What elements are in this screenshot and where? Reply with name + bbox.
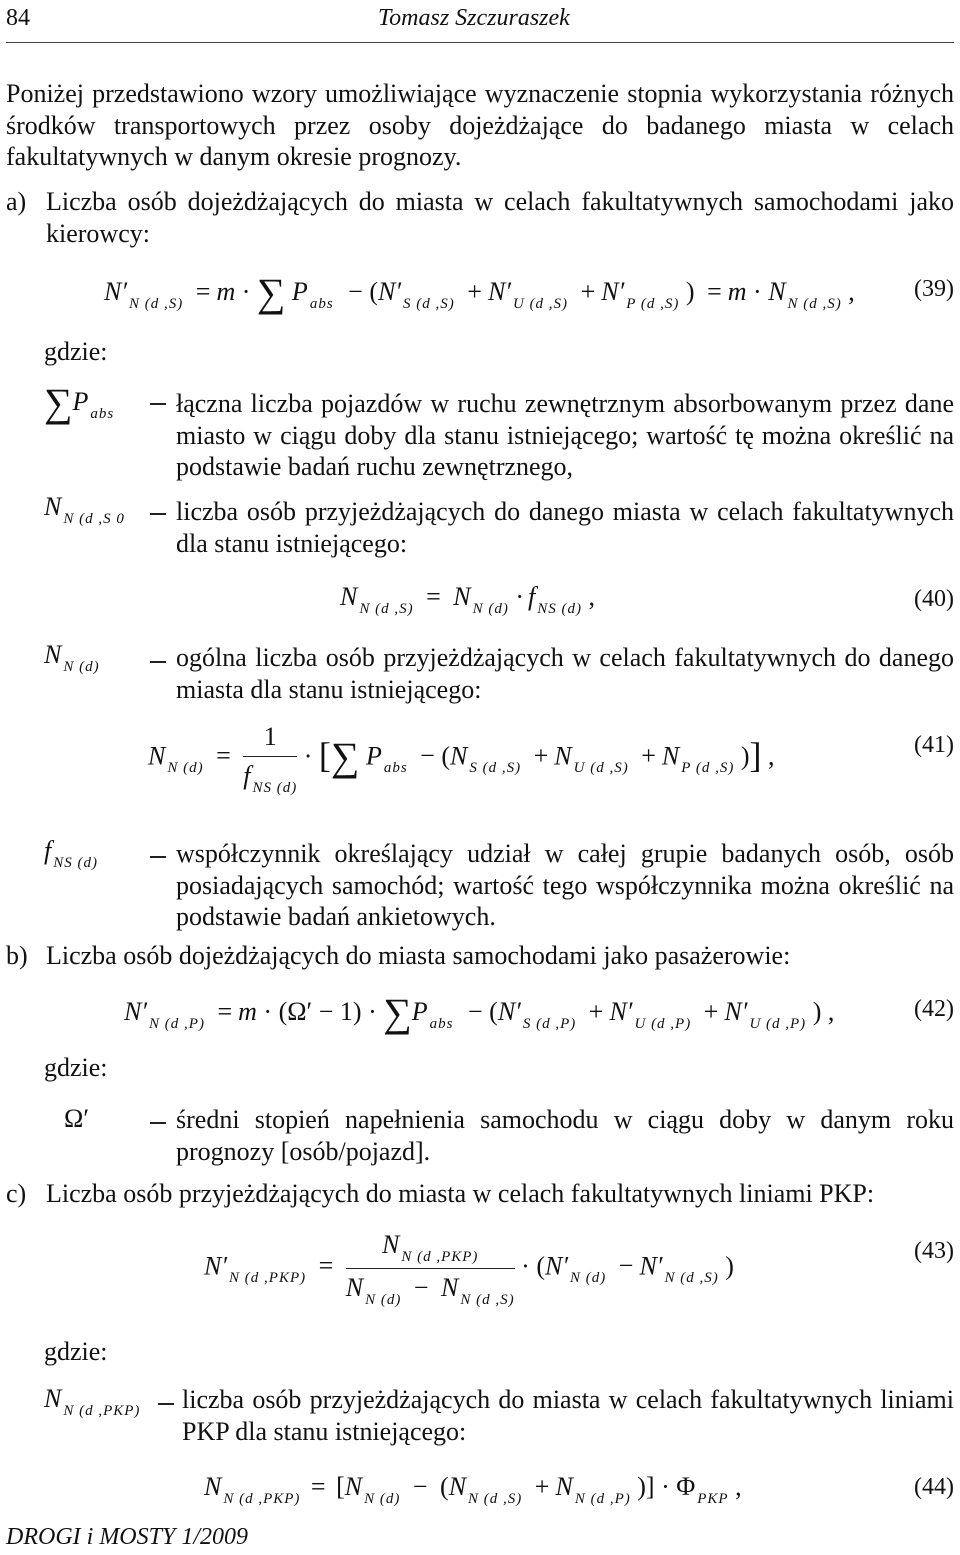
definition-p-abs: łączna liczba pojazdów w ruchu zewnętrznym absorbowanym przez dane miasto w ciągu doby dla stanu istniejącego; wartość tę można określić na podstawie badań ruchu zewnętrznego, [176,389,954,481]
symbol-n-pkp: N $_{N (d ,PKP)}$ [44,1384,141,1419]
equation-number-40: (40) [914,586,954,612]
symbol-f-ns: f $_{NS (d)}$ [44,836,98,871]
definition-dash [150,856,166,858]
formula-43: N′ $_{N (d ,PKP)}$ = $\frac{N _{N (d ,PKP)}}{N _{N (d)} - N _{N (d ,S)}}$ · (N′ $_{N (d)}$ − N′ $_{N (d ,S)}$ ) [204,1230,734,1308]
intro-paragraph: Poniżej przedstawiono wzory umożliwiające wyznaczenie stopnia wykorzystania różnych środków transportowych przez osoby dojeżdżające do badanego miasta w celach fakultatywnych w danym okresie prognozy. [6,79,954,171]
definition-n-nds: liczba osób przyjeżdżających do danego miasta w celach fakultatywnych dla stanu istniejącego: [176,497,954,558]
item-a-marker: a) [6,187,27,216]
equation-number-43: (43) [914,1238,954,1264]
definition-f-ns: współczynnik określający udział w całej grupie badanych osób, osób posiadających samochód; wartość tego współczynnika można określić na podstawie badań ankietowych. [176,839,954,931]
header-rule [6,42,954,43]
definition-omega: średni stopień napełnienia samochodu w ciągu doby w danym roku prognozy [osób/pojazd]. [176,1105,954,1166]
symbol-n-nds: N $_{N (d ,S 0}$ [44,492,125,527]
gdzie-label-2: gdzie: [44,1053,108,1082]
item-b-text: Liczba osób dojeżdżających do miasta samochodami jako pasażerowie: [46,941,791,970]
item-b-marker: b) [6,941,28,970]
page-number: 84 [6,5,30,31]
formula-42: N′ $_{N (d ,P)}$ = m · (Ω′ − 1) · ∑P $_{abs}$ − (N′ $_{S (d ,P)}$ + N′ $_{U (d ,P)}$ + N′ $_{U (d ,P)}$ ) , [124,990,835,1035]
equation-number-41: (41) [914,732,954,758]
symbol-sum-p-abs: ∑P $_{abs}$ [44,380,115,425]
definition-dash [150,1122,166,1124]
journal-footer: DROGI i MOSTY 1/2009 [6,1524,249,1550]
formula-39: N′ $_{N (d ,S)}$ = m · ∑ P $_{abs}$ − (N′ $_{S (d ,S)}$ + N′ $_{U (d ,S)}$ + N′ $_{P (d ,S)}$ ) = m · N $_{N (d ,S)}$ , [104,270,855,315]
formula-44: N $_{N (d ,PKP)}$ = [N $_{N (d)}$ − (N $_{N (d ,S)}$ + N $_{N (d ,P)}$ )] · Φ $_{PKP}$ , [204,1472,742,1507]
definition-dash [150,513,166,515]
definition-dash [158,1403,174,1405]
item-c-text: Liczba osób przyjeżdżających do miasta w celach fakultatywnych liniami PKP: [46,1179,875,1208]
formula-40: N $_{N (d ,S)}$ = N $_{N (d)}$ · f $_{NS (d)}$ , [340,582,596,617]
symbol-n-nd: N $_{N (d)}$ [44,640,100,675]
running-header-author: Tomasz Szczuraszek [378,5,570,31]
equation-number-39: (39) [914,276,954,302]
equation-number-42: (42) [914,996,954,1022]
definition-dash [150,403,166,405]
symbol-omega-prime: Ω′ [64,1104,90,1133]
fraction-43: $\frac{N _{N (d ,PKP)}}{N _{N (d)} - N _{N (d ,S)}}$ [345,1230,515,1308]
fraction-41: $\frac{1}{f _{NS (d)}}$ [243,722,298,796]
gdzie-label-1: gdzie: [44,337,108,366]
gdzie-label-3: gdzie: [44,1337,108,1366]
formula-41: N $_{N (d)}$ = $\frac{1}{f _{NS (d)}}$ · [∑ P $_{abs}$ − (N $_{S (d ,S)}$ + N $_{U (d ,S)}$ + N $_{P (d ,S)}$ )] , [148,722,775,796]
item-a-text: Liczba osób dojeżdżających do miasta w celach fakultatywnych samochodami jako kierowcy: [46,187,954,248]
definition-dash [150,661,166,663]
item-c-marker: c) [6,1179,27,1208]
definition-n-nd: ogólna liczba osób przyjeżdżających w celach fakultatywnych do danego miasta dla stanu istniejącego: [176,643,954,704]
equation-number-44: (44) [914,1474,954,1500]
definition-n-pkp: liczba osób przyjeżdżających do miasta w celach fakultatywnych liniami PKP dla stanu istniejącego: [182,1385,954,1446]
